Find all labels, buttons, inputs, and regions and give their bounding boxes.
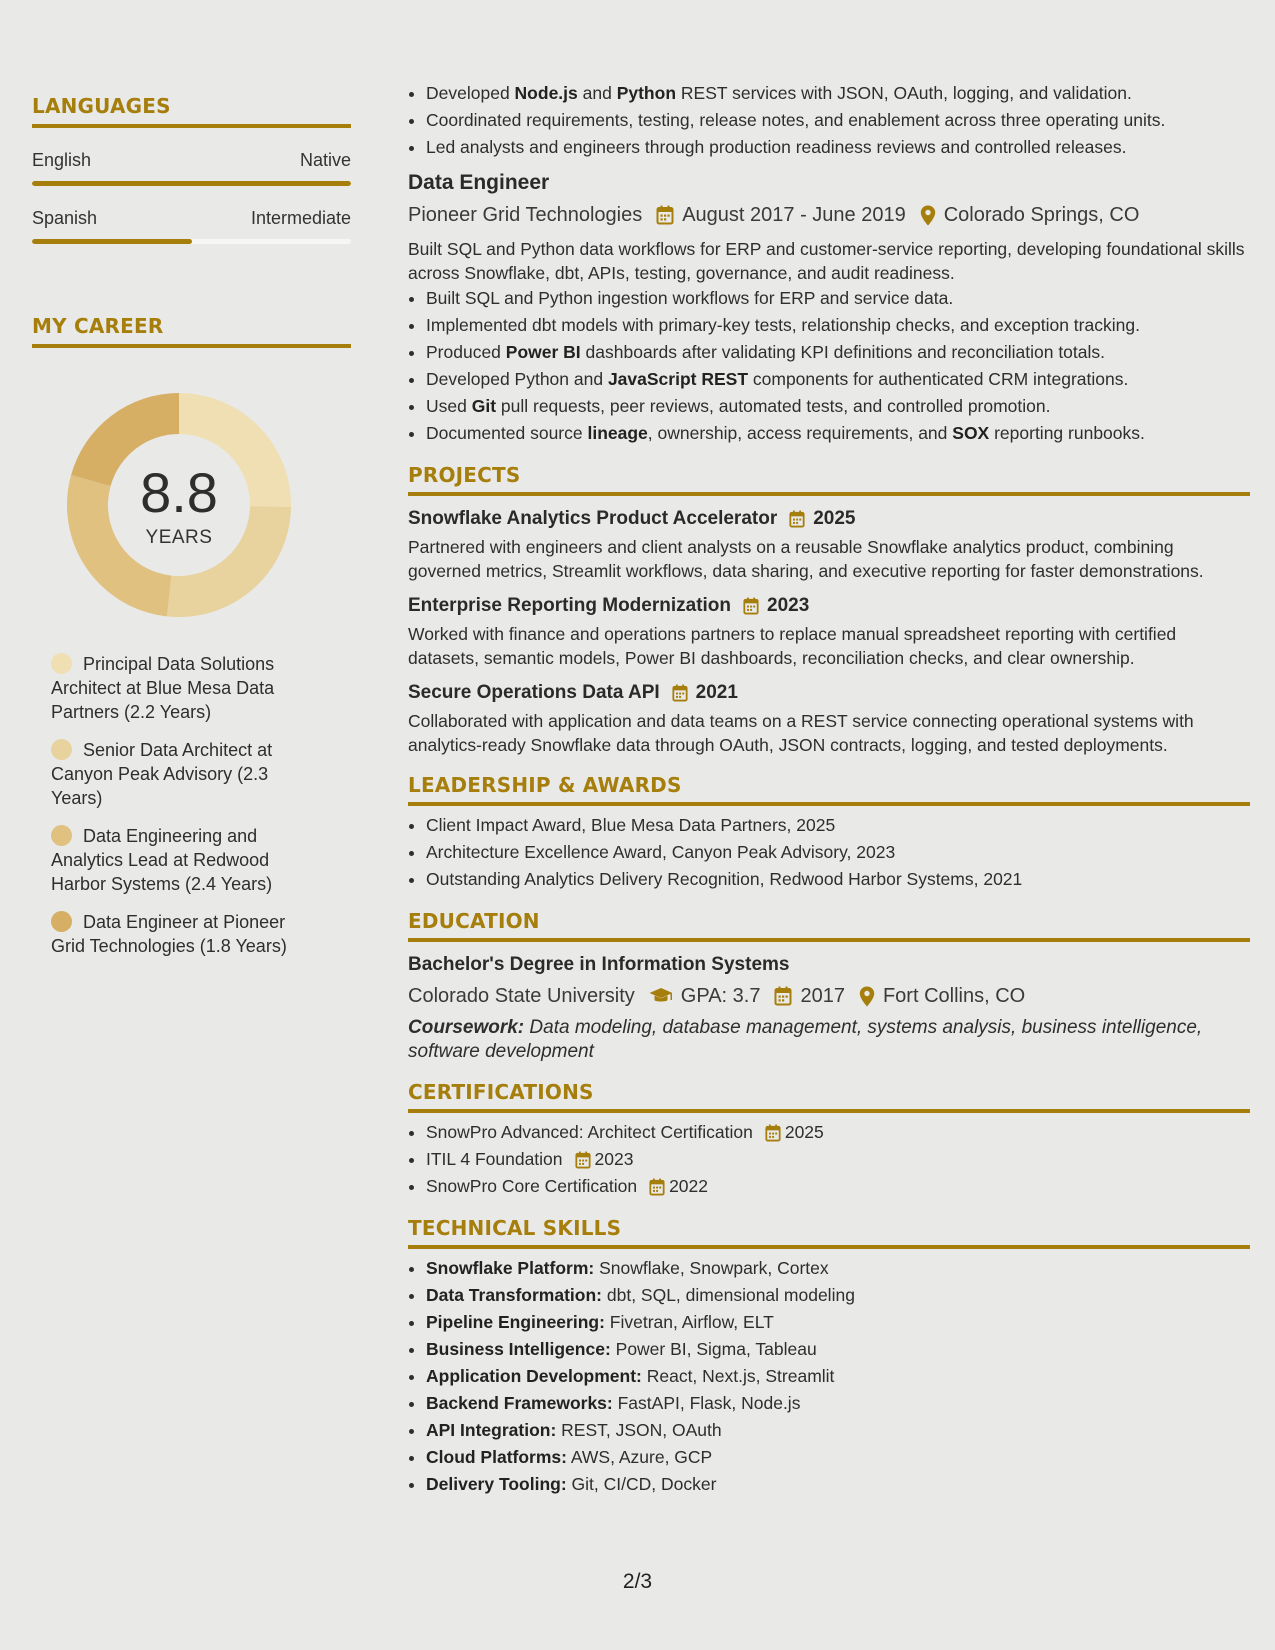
calendar-icon	[575, 1151, 591, 1169]
skill-category: Application Development:	[426, 1366, 642, 1386]
award-item: • Outstanding Analytics Delivery Recognition, Redwood Harbor Systems, 2021	[426, 866, 1250, 893]
skill-item	[426, 1444, 1250, 1471]
project-header	[408, 593, 1250, 619]
legend-label: Senior Data Architect at Canyon Peak Advisory (2.3 Years)	[51, 740, 273, 808]
project-description: Collaborated with application and data teams on a REST service connecting operational systems with analytics-ready Snowflake data through OAuth, JSON contracts, logging, and tested deployments.	[408, 711, 1194, 755]
experience-entry	[408, 169, 1250, 447]
bullet-text: Coordinated requirements, testing, release notes, and enablement across three operating units.	[426, 110, 1166, 130]
bullet-text: Led analysts and engineers through production readiness reviews and controlled releases.	[426, 137, 1127, 157]
project-year: 2021	[695, 682, 738, 703]
bullet-text: Implemented dbt models with primary-key tests, relationship checks, and exception tracking.	[426, 315, 1140, 335]
career-legend-item	[51, 824, 312, 896]
award-item: • Client Impact Award, Blue Mesa Data Partners, 2025	[426, 812, 1250, 839]
skill-item	[426, 1282, 1250, 1309]
skill-values: Fivetran, Airflow, ELT	[604, 1312, 774, 1332]
bullet-item	[426, 339, 1250, 366]
award-item: • Architecture Excellence Award, Canyon Peak Advisory, 2023	[426, 839, 1250, 866]
certification-item	[426, 1119, 1250, 1146]
education-location: Fort Collins, CO	[882, 985, 1026, 1007]
map-pin-icon	[920, 205, 936, 226]
skill-category: API Integration:	[426, 1420, 557, 1440]
calendar-icon	[672, 684, 688, 702]
bullet-keyword: Python	[616, 83, 677, 103]
calendar-icon	[743, 597, 759, 615]
certification-item	[426, 1173, 1250, 1200]
certification-year: 2023	[594, 1149, 634, 1169]
skill-category: Business Intelligence:	[426, 1339, 611, 1359]
skill-values: Power BI, Sigma, Tableau	[610, 1339, 817, 1359]
bullet-text: reporting runbooks.	[989, 423, 1145, 443]
career-total-unit: YEARS	[145, 527, 213, 548]
language-proficiency-fill	[32, 239, 192, 244]
leadership-heading: LEADERSHIP & AWARDS	[408, 773, 1250, 806]
leadership-list	[408, 812, 1250, 893]
education-year: 2017	[800, 985, 845, 1007]
bullet-text: Developed Python and	[426, 369, 608, 389]
languages-section	[32, 94, 351, 244]
calendar-icon	[765, 1124, 781, 1142]
certification-row	[426, 1119, 824, 1146]
skill-values: Git, CI/CD, Docker	[566, 1474, 717, 1494]
leadership-section	[408, 773, 1250, 893]
bullet-text: and	[577, 83, 617, 103]
main-content	[408, 80, 1250, 1498]
job-location: Colorado Springs, CO	[943, 204, 1140, 226]
job-summary: Built SQL and Python data workflows for ERP and customer-service reporting, developing foundational skills across Snowflake, dbt, APIs, testing, governance, and audit readiness.	[408, 239, 1245, 283]
bullet-item	[426, 285, 1250, 312]
projects-section	[408, 463, 1250, 757]
coursework-label: Coursework:	[408, 1017, 525, 1038]
skills-section	[408, 1216, 1250, 1498]
bullet-text: Built SQL and Python ingestion workflows for ERP and service data.	[426, 288, 954, 308]
calendar-icon	[774, 986, 792, 1006]
skill-category: Pipeline Engineering:	[426, 1312, 605, 1332]
graduation-cap-icon	[649, 987, 673, 1005]
skill-category: Data Transformation:	[426, 1285, 602, 1305]
job-title: Data Engineer	[408, 171, 550, 194]
skill-values: AWS, Azure, GCP	[566, 1447, 713, 1467]
education-school: Colorado State University	[408, 985, 635, 1007]
skill-item	[426, 1390, 1250, 1417]
calendar-icon	[656, 205, 674, 225]
map-pin-icon	[859, 986, 875, 1007]
job-bullets	[408, 285, 1250, 447]
bullet-text: Produced	[426, 342, 506, 362]
legend-dot	[51, 739, 72, 760]
job-meta	[408, 201, 1250, 229]
bullet-item	[426, 393, 1250, 420]
career-total-years: 8.8	[140, 461, 218, 524]
calendar-icon	[789, 510, 805, 528]
bullet-text: components for authenticated CRM integrations.	[748, 369, 1129, 389]
language-name: English	[32, 150, 92, 170]
bullet-item	[426, 107, 1250, 134]
certifications-list	[408, 1119, 1250, 1200]
project-title: Secure Operations Data API	[408, 682, 660, 703]
project-title: Enterprise Reporting Modernization	[408, 595, 732, 616]
skill-values: dbt, SQL, dimensional modeling	[602, 1285, 855, 1305]
project-header	[408, 506, 1250, 532]
bullet-text: dashboards after validating KPI definitions and reconciliation totals.	[580, 342, 1106, 362]
education-gpa: GPA: 3.7	[680, 985, 761, 1007]
education-degree: Bachelor's Degree in Information Systems	[408, 954, 790, 975]
bullet-text: REST services with JSON, OAuth, logging, and validation.	[676, 83, 1132, 103]
bullet-item	[426, 420, 1250, 447]
bullet-keyword: JavaScript REST	[607, 369, 749, 389]
projects-list	[408, 506, 1250, 757]
skill-values: REST, JSON, OAuth	[556, 1420, 722, 1440]
certification-name: • ITIL 4 Foundation	[426, 1149, 563, 1169]
certification-item	[426, 1146, 1250, 1173]
skill-values: React, Next.js, Streamlit	[641, 1366, 835, 1386]
legend-label: Data Engineer at Pioneer Grid Technologies (1.8 Years)	[51, 912, 287, 956]
bullet-text: Developed	[426, 83, 515, 103]
project-year: 2025	[813, 508, 856, 529]
skill-values: Snowflake, Snowpark, Cortex	[594, 1258, 829, 1278]
bullet-keyword: lineage	[587, 423, 648, 443]
project-description: Partnered with engineers and client analysts on a reusable Snowflake analytics product, combining governed metrics, Streamlit workflows, data sharing, and executive reporting for faster demonstrations.	[408, 537, 1204, 581]
career-legend-item	[51, 910, 312, 958]
legend-dot	[51, 653, 72, 674]
bullet-text: pull requests, peer reviews, automated tests, and controlled promotion.	[496, 396, 1051, 416]
bullet-text: Documented source	[426, 423, 588, 443]
skill-category: Cloud Platforms:	[426, 1447, 567, 1467]
certification-name: • SnowPro Advanced: Architect Certification	[426, 1122, 753, 1142]
education-heading: EDUCATION	[408, 909, 1250, 942]
legend-dot	[51, 825, 72, 846]
page-number: 2/3	[622, 1570, 653, 1593]
skill-item	[426, 1363, 1250, 1390]
bullet-keyword: Power BI	[505, 342, 581, 362]
bullet-text: Used	[426, 396, 472, 416]
calendar-icon	[649, 1178, 665, 1196]
certification-row	[426, 1173, 708, 1200]
skill-item	[426, 1309, 1250, 1336]
bullet-item	[426, 366, 1250, 393]
skill-item	[426, 1417, 1250, 1444]
education-meta	[408, 982, 1250, 1010]
language-level: Intermediate	[250, 208, 351, 228]
skill-values: FastAPI, Flask, Node.js	[612, 1393, 801, 1413]
project-item	[408, 593, 1250, 670]
skill-item	[426, 1255, 1250, 1282]
certification-row	[426, 1146, 633, 1173]
project-description: Worked with finance and operations partners to replace manual spreadsheet reporting with certified datasets, semantic models, Power BI dashboards, reconciliation checks, and clear ownership.	[408, 624, 1177, 668]
bullet-text: , ownership, access requirements, and	[647, 423, 953, 443]
project-item	[408, 506, 1250, 583]
certification-name: • SnowPro Core Certification	[426, 1176, 638, 1196]
career-heading: MY CAREER	[32, 314, 351, 348]
career-donut-chart	[66, 392, 292, 618]
legend-dot	[51, 911, 72, 932]
skill-item	[426, 1471, 1250, 1498]
language-level: Native	[299, 150, 351, 170]
project-title: Snowflake Analytics Product Accelerator	[408, 508, 778, 529]
coursework-text: Data modeling, database management, systems analysis, business intelligence, software development	[408, 1017, 1203, 1062]
career-legend	[32, 652, 312, 958]
language-proficiency-bar	[32, 181, 351, 186]
bullet-item	[426, 134, 1250, 161]
career-legend-item	[51, 652, 312, 724]
job-company: Pioneer Grid Technologies	[408, 204, 643, 226]
skills-list	[408, 1255, 1250, 1498]
skill-category: Snowflake Platform:	[426, 1258, 595, 1278]
legend-label: Principal Data Solutions Architect at Blue Mesa Data Partners (2.2 Years)	[51, 654, 275, 722]
language-item	[32, 150, 351, 186]
education-coursework	[408, 1016, 1250, 1064]
bullet-keyword: SOX	[952, 423, 990, 443]
bullet-item	[426, 80, 1250, 107]
languages-heading: LANGUAGES	[32, 94, 351, 128]
project-year: 2023	[767, 595, 810, 616]
career-section	[32, 314, 351, 958]
skills-heading: TECHNICAL SKILLS	[408, 1216, 1250, 1249]
certification-year: 2022	[669, 1176, 708, 1196]
certifications-heading: CERTIFICATIONS	[408, 1080, 1250, 1113]
bullet-keyword: Git	[471, 396, 497, 416]
career-legend-item	[51, 738, 312, 810]
language-name: Spanish	[32, 208, 98, 228]
language-proficiency-fill	[32, 181, 351, 186]
skill-category: Delivery Tooling:	[426, 1474, 567, 1494]
projects-heading: PROJECTS	[408, 463, 1250, 496]
skill-item	[426, 1336, 1250, 1363]
skill-category: Backend Frameworks:	[426, 1393, 613, 1413]
language-item	[32, 208, 351, 244]
certifications-section	[408, 1080, 1250, 1200]
education-section	[408, 909, 1250, 1064]
job-dates: August 2017 - June 2019	[682, 204, 906, 226]
sidebar	[32, 94, 351, 972]
bullet-keyword: Node.js	[514, 83, 578, 103]
project-item	[408, 680, 1250, 757]
legend-label: Data Engineering and Analytics Lead at Redwood Harbor Systems (2.4 Years)	[51, 826, 273, 894]
project-header	[408, 680, 1250, 706]
language-proficiency-bar	[32, 239, 351, 244]
bullet-item	[426, 312, 1250, 339]
previous-role-bullets	[408, 80, 1250, 161]
certification-year: 2025	[784, 1122, 824, 1142]
